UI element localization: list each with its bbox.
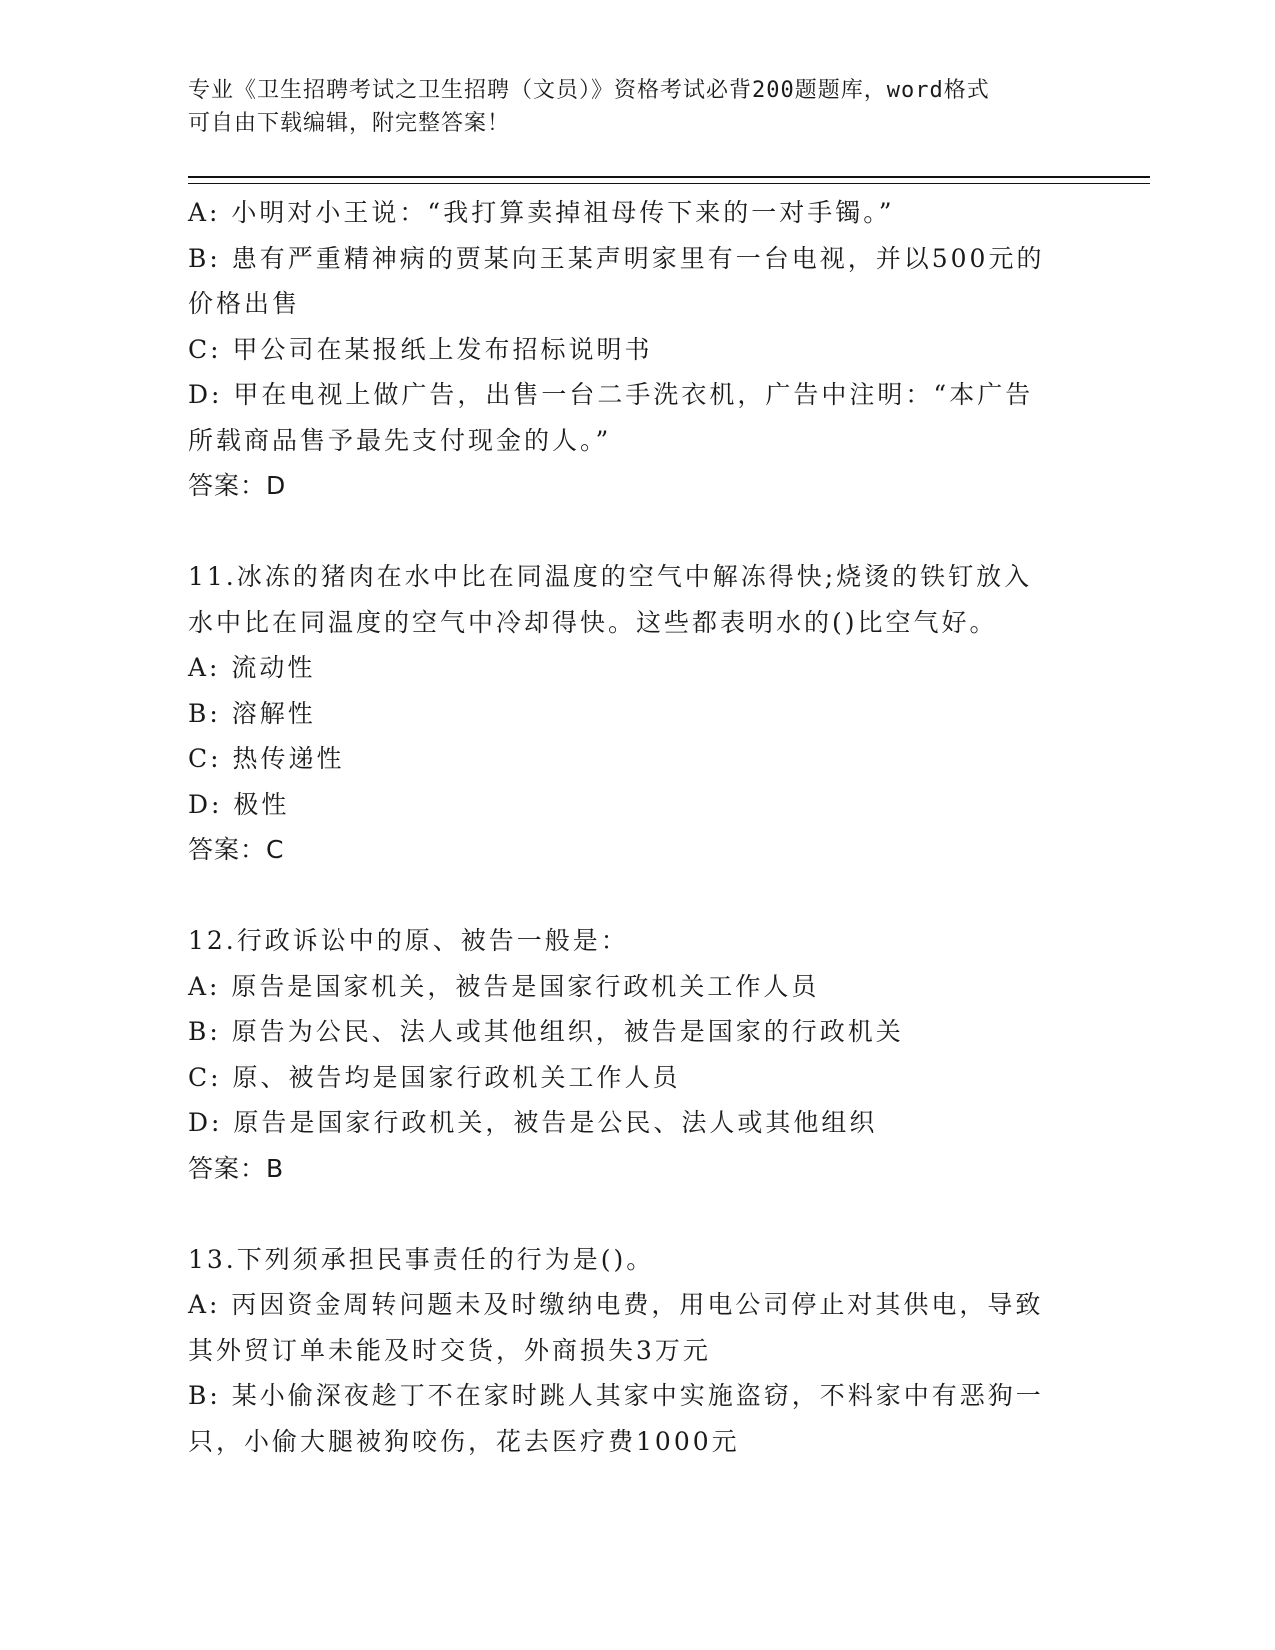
- q10-option-d-line1: D: 甲在电视上做广告，出售一台二手洗衣机，广告中注明：“本广告: [188, 380, 1034, 409]
- question-12: [188, 918, 1088, 1191]
- q11-option-d: D: 极性: [188, 789, 290, 819]
- document-header: [188, 74, 1068, 140]
- q11-stem-line1: 11.冰冻的猪肉在水中比在同温度的空气中解冻得快;烧烫的铁钉放入: [188, 562, 1033, 591]
- spacer: [188, 509, 1088, 555]
- q11-answer: 答案：C: [188, 835, 285, 864]
- q12-option-a: A: 原告是国家机关，被告是国家行政机关工作人员: [188, 971, 820, 1001]
- q13-option-a-line2: 其外贸订单未能及时交货，外商损失3万元: [188, 1335, 711, 1365]
- spacer: [188, 1191, 1088, 1237]
- spacer: [188, 873, 1088, 919]
- q10-answer: 答案：D: [188, 471, 287, 500]
- q12-option-d: D: 原告是国家行政机关，被告是公民、法人或其他组织: [188, 1108, 878, 1137]
- q12-option-b: B: 原告为公民、法人或其他组织，被告是国家的行政机关: [188, 1017, 904, 1046]
- q12-stem: 12.行政诉讼中的原、被告一般是：: [188, 926, 629, 955]
- q13-option-b-line1: B: 某小偷深夜趁丁不在家时跳人其家中实施盗窃，不料家中有恶狗一: [188, 1381, 1044, 1410]
- header-title-line1: 专业《卫生招聘考试之卫生招聘（文员）》资格考试必背200题题库，word格式: [188, 78, 990, 103]
- question-10: [188, 190, 1088, 509]
- q11-option-c: C: 热传递性: [188, 744, 345, 773]
- q13-stem: 13.下列须承担民事责任的行为是()。: [188, 1244, 655, 1274]
- q10-option-d-line2: 所载商品售予最先支付现金的人。”: [188, 425, 612, 455]
- q11-stem-line2: 水中比在同温度的空气中冷却得快。这些都表明水的()比空气好。: [188, 607, 998, 637]
- q10-option-b-line2: 价格出售: [188, 289, 301, 318]
- q10-option-c: C: 甲公司在某报纸上发布招标说明书: [188, 334, 653, 364]
- header-title-line2: 可自由下载编辑，附完整答案！: [188, 111, 511, 136]
- q13-option-a-line1: A: 丙因资金周转问题未及时缴纳电费，用电公司停止对其供电，导致: [188, 1290, 1044, 1319]
- question-list: [188, 190, 1088, 1464]
- q11-option-a: A: 流动性: [188, 653, 316, 682]
- q10-option-b-line1: B: 患有严重精神病的贾某向王某声明家里有一台电视，并以500元的: [188, 243, 1045, 273]
- q11-option-b: B: 溶解性: [188, 698, 316, 728]
- q10-option-a: A: 小明对小王说：“我打算卖掉祖母传下来的一对手镯。”: [188, 198, 895, 227]
- q12-option-c: C: 原、被告均是国家行政机关工作人员: [188, 1062, 681, 1092]
- question-13: [188, 1237, 1088, 1465]
- q13-option-b-line2: 只，小偷大腿被狗咬伤，花去医疗费1000元: [188, 1426, 740, 1456]
- question-11: [188, 554, 1088, 873]
- header-divider: [188, 176, 1150, 184]
- q12-answer: 答案：B: [188, 1153, 285, 1183]
